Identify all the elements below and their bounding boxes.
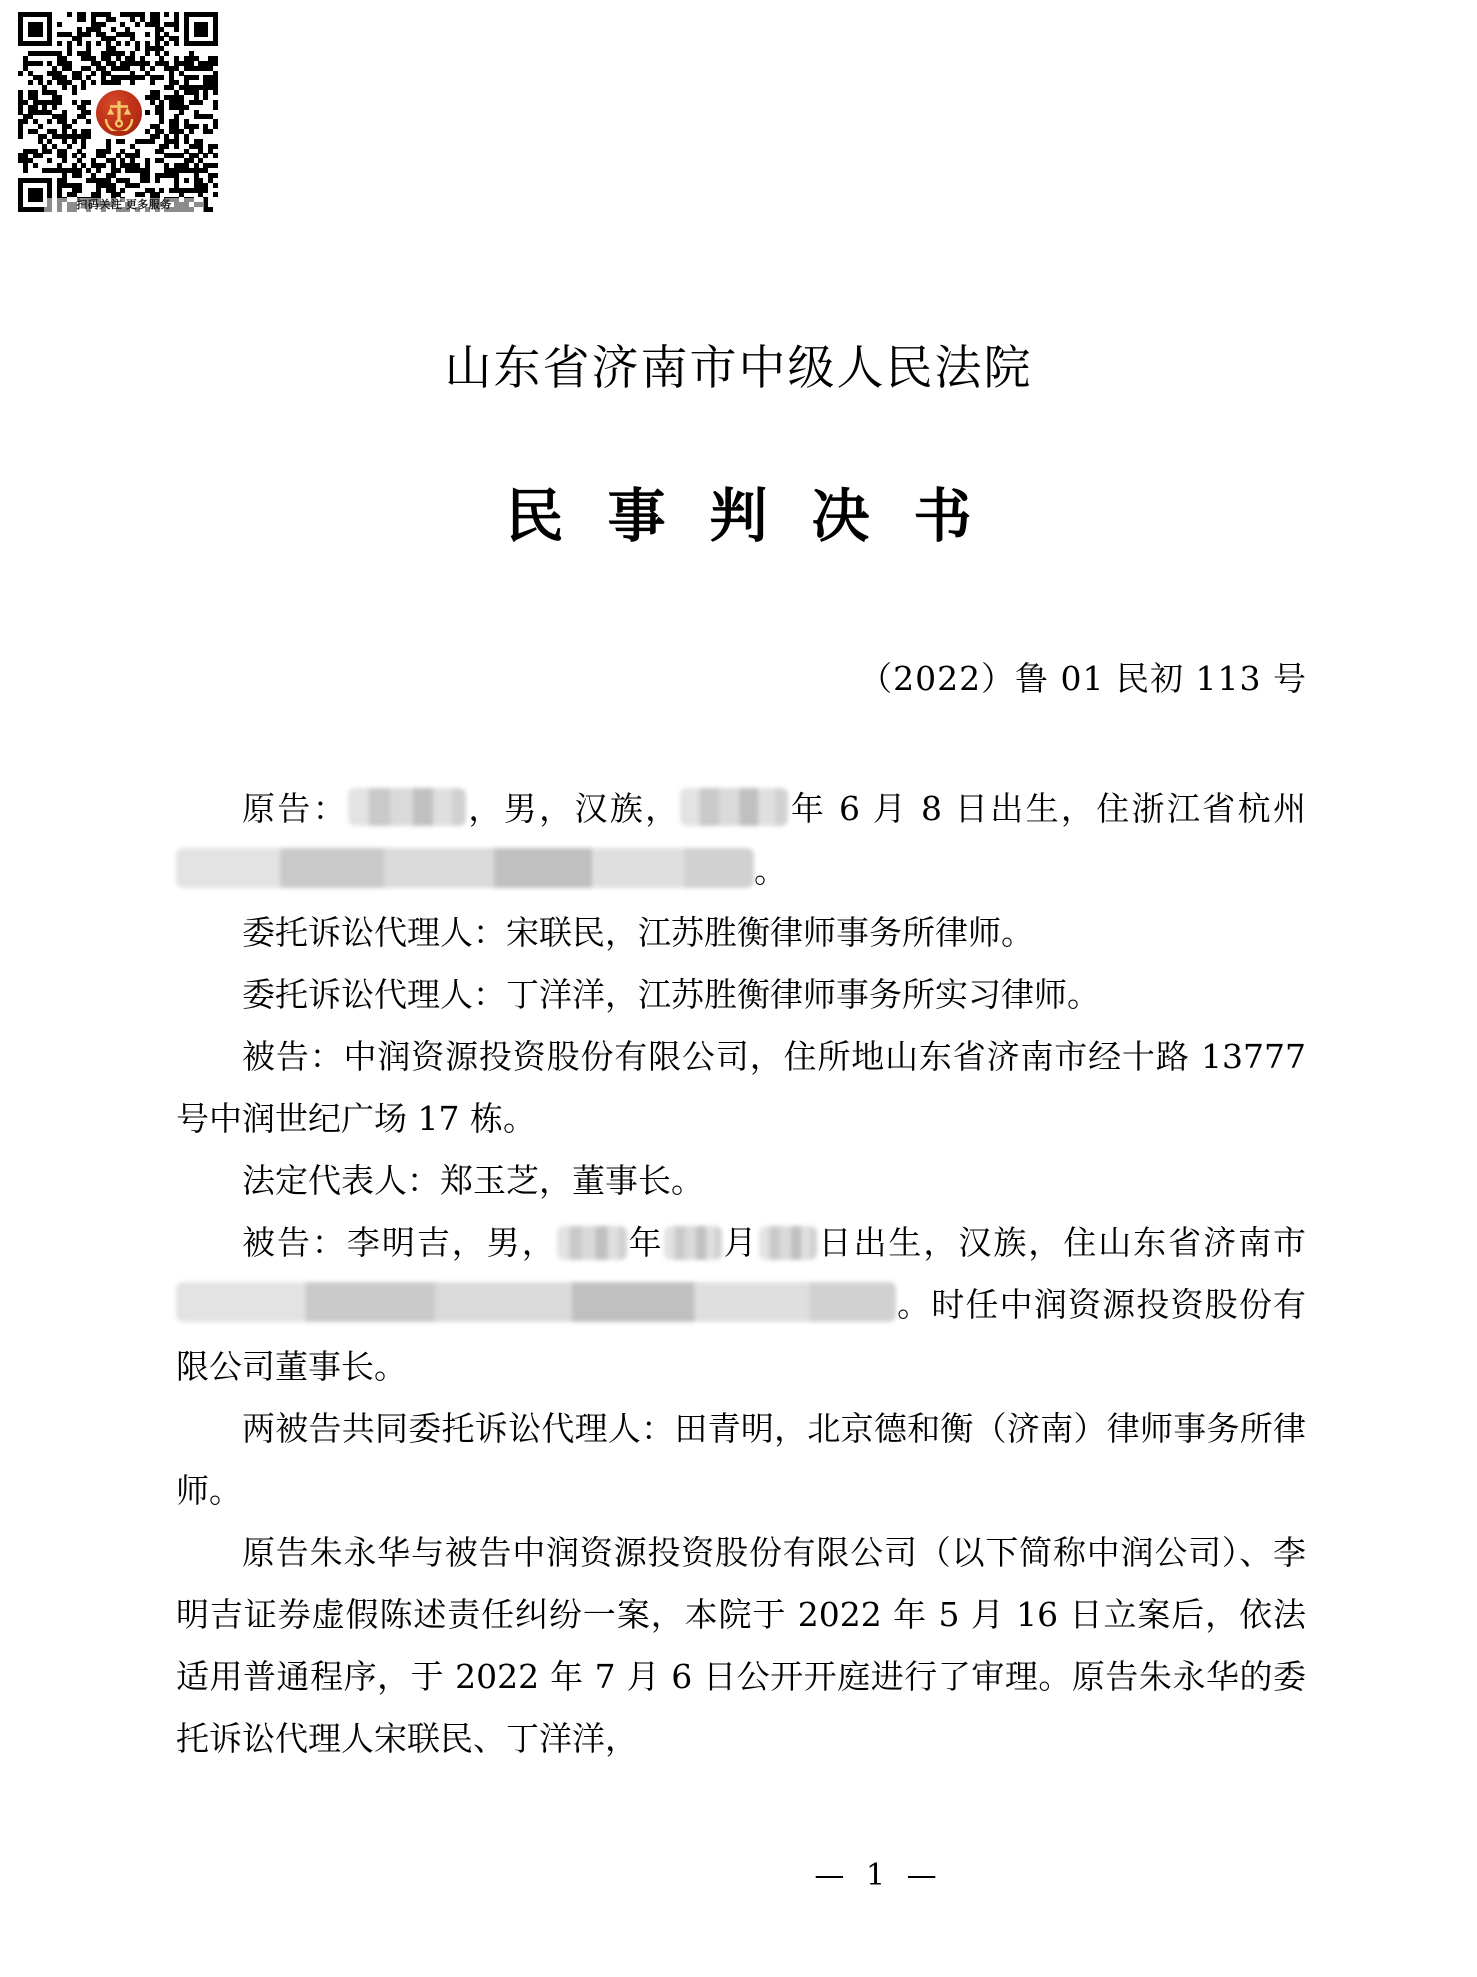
paragraph-legal-representative [176, 1150, 1306, 1212]
redacted-text-block [176, 1282, 896, 1322]
redacted-text-block [176, 848, 754, 888]
paragraph-text: 。时任中润资源投资股份有限公司董事长。 [176, 1285, 1306, 1386]
page-number-value: — 1 — [814, 1858, 943, 1893]
paragraph-text: 原告： [242, 789, 349, 828]
redacted-text-block [680, 788, 788, 826]
case-number: （2022）鲁 01 民初 113 号 [859, 659, 1307, 698]
redacted-text-block [759, 1226, 817, 1260]
paragraph-text: 月 [721, 1223, 759, 1262]
paragraph-text: 日出生，汉族，住山东省济南市 [816, 1223, 1307, 1262]
document-body [176, 778, 1306, 1770]
paragraph-text: 年 6 月 8 日出生，住浙江省杭州 [788, 789, 1307, 828]
document-type-heading: 民事判决书 [505, 482, 1016, 550]
page-number-footer [0, 1858, 1477, 1893]
paragraph-case-summary [176, 1522, 1306, 1770]
paragraph-text: 被告：中润资源投资股份有限公司，住所地山东省济南市经十路 13777 号中润世纪广场 17 栋。 [176, 1037, 1306, 1138]
paragraph-defendant-person [176, 1212, 1306, 1398]
qr-code-block[interactable] [18, 12, 218, 212]
paragraph-text: 原告朱永华与被告中润资源投资股份有限公司（以下简称中润公司）、李明吉证券虚假陈述责任纠纷一案，本院于 2022 年 5 月 16 日立案后，依法适用普通程序，于 2022 年 7 月 6 日公开开庭进行了审理。原告朱永华的委托诉讼代理人宋联民、丁洋洋， [176, 1533, 1306, 1758]
paragraph-text: 委托诉讼代理人：宋联民，江苏胜衡律师事务所律师。 [242, 913, 1034, 952]
paragraph-text: 年 [626, 1223, 664, 1262]
court-scales-emblem-icon [96, 90, 142, 136]
paragraph-text: 两被告共同委托诉讼代理人：田青明，北京德和衡（济南）律师事务所律师。 [176, 1409, 1306, 1510]
paragraph-defendant-company [176, 1026, 1306, 1150]
paragraph-plaintiff-agent-1 [176, 902, 1306, 964]
paragraph-text: 法定代表人：郑玉芝，董事长。 [242, 1161, 704, 1200]
court-name-title: 山东省济南市中级人民法院 [444, 341, 1033, 396]
paragraph-plaintiff [176, 778, 1306, 902]
paragraph-text: 被告：李明吉，男， [242, 1223, 557, 1262]
redacted-text-block [664, 1226, 722, 1260]
paragraph-defendants-joint-agent [176, 1398, 1306, 1522]
redacted-text-block [348, 788, 466, 826]
redacted-text-block [557, 1226, 627, 1260]
paragraph-plaintiff-agent-2 [176, 964, 1306, 1026]
paragraph-text: 委托诉讼代理人：丁洋洋，江苏胜衡律师事务所实习律师。 [242, 975, 1100, 1014]
paragraph-text: 。 [754, 851, 787, 890]
paragraph-text: ，男，汉族， [466, 789, 681, 828]
qr-caption-text: 扫码关注 更多服务 [44, 198, 204, 212]
